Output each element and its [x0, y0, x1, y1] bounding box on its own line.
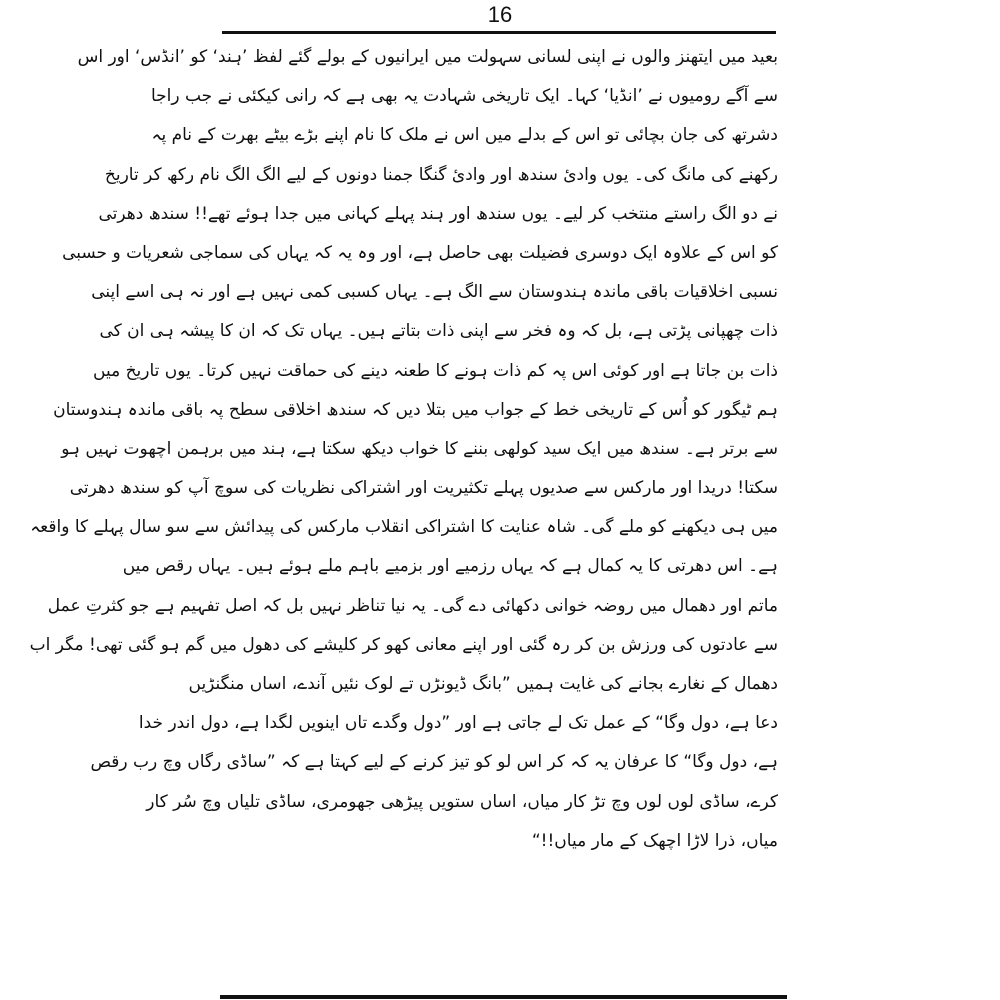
text-line: ذات چھپانی پڑتی ہے، بل کہ وہ فخر سے اپنی ذات بتاتے ہیں۔ یہاں تک کہ ان کا پیشہ ہی ان کی: [99, 321, 778, 342]
text-line: نسبی اخلاقیات باقی ماندہ ہندوستان سے الگ ہے۔ یہاں کسبی کمی نہیں ہے اور نہ ہی اسے اپنی: [91, 282, 778, 303]
text-line: سے عادتوں کی ورزش بن کر رہ گئی اور اپنے معانی کھو کر کلیشے کی دھول میں گم ہو گئی تھی! مگر اب: [29, 634, 778, 655]
text-line: ہے۔ اس دھرتی کا یہ کمال ہے کہ یہاں رزمیے اور بزمیے باہم ملے ہوئے ہیں۔ یہاں رقص میں: [122, 556, 778, 577]
text-line: ہم ٹیگور کو اُس کے تاریخی خط کے جواب میں بتلا دیں کہ سندھ اخلاقی سطح پہ باقی ماندہ ہندوستان: [53, 399, 778, 420]
text-line: میں ہی دیکھنے کو ملے گی۔ شاہ عنایت کا اشتراکی انقلاب مارکس کی پیدائش سے سو سال پہلے کا واقعہ: [30, 517, 778, 538]
text-line: سکتا! دریدا اور مارکس سے صدیوں پہلے تکثیریت اور اشتراکی نظریات کی سوچ آپ کو سندھ دھرتی: [69, 478, 778, 499]
text-line: کو اس کے علاوہ ایک دوسری فضیلت بھی حاصل ہے، اور وہ یہ کہ یہاں کی سماجی شعریات و حسبی: [62, 242, 778, 263]
text-line: دھمال کے نغارے بجانے کی غایت ہمیں ”بانگ ڈیونڑں تے لوک نئیں آندے، اساں منگنڑیں: [188, 674, 778, 694]
footer-rule: [220, 995, 787, 999]
text-line: بعید میں ایتھنز والوں نے اپنی لسانی سہولت میں ایرانیوں کے بولے گئے لفظ ’ہند‘ کو ’انڈس‘ اور اس: [77, 47, 778, 67]
text-line: نے دو الگ راستے منتخب کر لیے۔ یوں سندھ اور ہند پہلے کہانی میں جدا ہوئے تھے!! سندھ دھرتی: [98, 203, 778, 224]
text-line: ذات بن جاتا ہے اور کوئی اس پہ کم ذات ہونے کا طعنہ دینے کی حماقت نہیں کرتا۔ یوں تاریخ میں: [93, 360, 778, 381]
text-line: دشرتھ کی جان بچائی تو اس کے بدلے میں اس نے ملک کا نام اپنے بڑے بیٹے بھرت کے نام پہ: [151, 125, 778, 146]
text-line: ہے، دول وگا“ کا عرفان یہ کہ کر اس لو کو تیز کرنے کے لیے کہتا ہے کہ ”ساڈی رگاں وچ رب رقص: [90, 752, 778, 773]
text-line: دعا ہے، دول وگا“ کے عمل تک لے جاتی ہے اور ”دول وگدے تاں اینویں لگدا ہے، دول اندر خدا: [138, 713, 778, 734]
text-line: ماتم اور دھمال میں روضہ خوانی دکھائی دے گی۔ یہ نیا تناظر نہیں بل کہ اصل تفہیم ہے جو کثرتِ عمل: [47, 595, 778, 616]
page-number: 16: [487, 2, 513, 27]
body-text: [29, 38, 778, 861]
text-line-last: میاں، ذرا لاڑا اچھک کے مار میاں!!“: [531, 830, 778, 851]
header-rule: [222, 31, 776, 34]
text-line: رکھنے کی مانگ کی۔ یوں وادیٔ سندھ اور وادیٔ گنگا جمنا دونوں کے لیے الگ الگ نام رکھ کر تاریخ: [104, 164, 778, 185]
text-line: کرے، ساڈی لوں لوں وچ تڑ کار میاں، اساں ستویں پیڑھی جھومری، ساڈی تلیاں وچ سُر کار: [146, 791, 778, 812]
text-line: سے آگے رومیوں نے ’انڈیا‘ کہا۔ ایک تاریخی شہادت یہ بھی ہے کہ رانی کیکئی نے جب راجا: [150, 86, 778, 107]
text-line: سے برتر ہے۔ سندھ میں ایک سید کولھی بننے کا خواب دیکھ سکتا ہے، ہند میں برہمن اچھوت نہیں ہو: [61, 438, 778, 459]
